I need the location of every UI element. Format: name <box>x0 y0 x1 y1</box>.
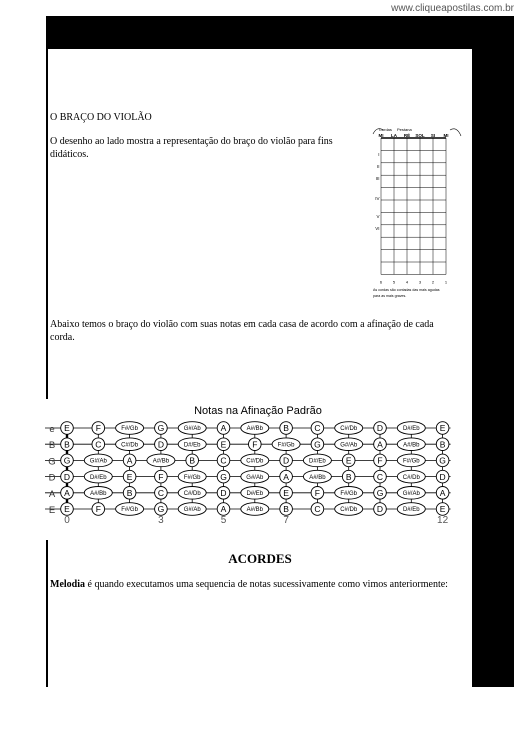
note-label: C <box>314 423 321 434</box>
note-label: F#/Gb <box>402 458 420 465</box>
note-marker <box>61 438 74 451</box>
note-label: E <box>220 439 227 450</box>
note-marker <box>178 470 206 483</box>
note-label: B <box>439 439 446 450</box>
note-label: D#/Eb <box>402 507 420 514</box>
note-label: D#/Eb <box>89 474 107 481</box>
note-label: G#/Ab <box>183 507 201 514</box>
right-black-bar <box>472 49 514 687</box>
note-label: C <box>220 455 227 466</box>
note-marker <box>303 454 331 467</box>
note-label: A#/Bb <box>90 491 107 497</box>
note-label: E <box>126 471 133 482</box>
fret-number-label: 12 <box>437 515 449 526</box>
note-marker <box>61 470 74 483</box>
note-marker <box>178 438 206 451</box>
caption-line-1: As cordas são contadas das mais agudas <box>373 288 440 292</box>
note-marker <box>241 503 269 516</box>
fret-number-label: 0 <box>64 515 70 526</box>
note-label: A <box>283 471 289 482</box>
note-label: D <box>376 423 384 434</box>
note-marker <box>84 454 112 467</box>
note-marker <box>436 422 449 435</box>
note-label: D <box>157 439 164 450</box>
note-label: B <box>189 455 196 466</box>
note-marker <box>178 503 206 516</box>
note-marker <box>311 422 324 435</box>
note-label: G <box>63 455 71 466</box>
note-marker <box>123 454 136 467</box>
note-label: D#/Eb <box>309 458 326 465</box>
caption-line-2: para as mais graves. <box>373 294 407 298</box>
note-marker <box>436 454 449 467</box>
string-number-label: 3 <box>418 279 422 285</box>
note-marker <box>374 422 387 435</box>
acordes-heading: ACORDES <box>228 551 292 566</box>
note-label: E <box>64 504 70 515</box>
fret-roman-label: I <box>378 152 380 157</box>
note-label: D#/Eb <box>183 442 201 449</box>
note-label: F#/Gb <box>340 491 358 497</box>
string-name-label: e <box>49 424 55 435</box>
note-marker <box>436 487 449 500</box>
fretboard-title: Notas na Afinação Padrão <box>194 405 322 417</box>
fretboard-intro-paragraph: Abaixo temos o braço do violão com suas notas em cada casa de acordo com a afinação de cada corda. <box>50 319 434 343</box>
note-label: B <box>64 439 70 450</box>
note-label: C <box>95 439 102 450</box>
note-label: E <box>439 504 446 515</box>
note-marker <box>241 422 269 435</box>
note-marker <box>84 487 112 500</box>
note-marker <box>303 470 331 483</box>
note-marker <box>217 503 230 516</box>
intro-paragraph: O desenho ao lado mostra a representação do braço do violão para fins didáticos. <box>50 136 333 160</box>
note-marker <box>342 470 355 483</box>
note-label: G#/Ab <box>402 491 420 497</box>
fret-roman-label: III <box>375 176 380 181</box>
string-number-label: 4 <box>405 279 409 285</box>
note-marker <box>335 487 363 500</box>
note-marker <box>335 438 363 451</box>
note-marker <box>241 470 269 483</box>
note-label: D#/Eb <box>246 491 264 497</box>
pestana-label: Pestana <box>397 127 412 132</box>
string-name-label: D <box>48 472 56 484</box>
note-label: F <box>252 439 258 450</box>
top-black-bar <box>46 16 514 49</box>
note-marker <box>61 454 74 467</box>
string-name-label: SOL <box>415 133 425 138</box>
fret-roman-label: V <box>376 214 380 219</box>
note-marker <box>217 422 230 435</box>
note-marker <box>92 422 105 435</box>
note-marker <box>116 438 144 451</box>
note-marker <box>311 503 324 516</box>
note-label: F <box>95 423 101 434</box>
note-label: F#/Gb <box>121 507 138 514</box>
note-marker <box>311 438 324 451</box>
string-name-label: E <box>48 505 56 516</box>
note-marker <box>116 422 144 435</box>
note-marker <box>397 487 425 500</box>
note-label: A <box>377 439 383 450</box>
note-label: E <box>64 423 70 434</box>
note-marker <box>335 503 363 516</box>
note-label: B <box>283 504 289 515</box>
note-label: F <box>158 471 164 482</box>
string-name-label: A <box>48 488 56 500</box>
fret-number-label: 5 <box>220 515 227 526</box>
right-curve <box>450 129 461 136</box>
note-marker <box>155 487 168 500</box>
note-label: G#/Ab <box>183 426 201 433</box>
note-marker <box>374 454 387 467</box>
note-marker <box>217 438 230 451</box>
note-label: F <box>377 455 383 466</box>
note-label: B <box>283 423 289 434</box>
note-marker <box>374 470 387 483</box>
note-marker <box>374 487 387 500</box>
note-label: D <box>283 455 290 466</box>
note-marker <box>92 438 105 451</box>
watermark: www.cliqueapostilas.com.br <box>391 3 514 14</box>
note-label: C#/Db <box>246 458 264 465</box>
cordas-label: Cordas <box>379 127 392 132</box>
fret-roman-label: VI <box>375 226 380 231</box>
note-marker <box>397 454 425 467</box>
note-label: D#/Eb <box>402 426 420 433</box>
note-label: G <box>439 455 446 466</box>
note-label: B <box>126 488 133 498</box>
string-number-label: 5 <box>392 279 396 285</box>
note-marker <box>374 438 387 451</box>
note-label: E <box>439 423 446 434</box>
note-label: G <box>220 471 227 482</box>
note-marker <box>397 438 425 451</box>
note-marker <box>241 487 269 500</box>
note-marker <box>280 470 293 483</box>
note-label: G <box>314 439 321 450</box>
string-name-label: G <box>48 456 56 468</box>
note-marker <box>123 487 136 500</box>
note-marker <box>155 422 168 435</box>
note-label: G <box>157 423 165 434</box>
note-marker <box>147 454 175 467</box>
note-label: B <box>345 471 352 482</box>
string-name-label: B <box>48 440 56 452</box>
note-label: D <box>376 504 384 515</box>
note-label: G#/Ab <box>340 442 358 449</box>
note-label: F <box>314 488 321 498</box>
note-marker <box>280 487 293 500</box>
note-marker <box>123 470 136 483</box>
note-marker <box>397 470 425 483</box>
note-marker <box>217 454 230 467</box>
note-label: A#/Bb <box>246 507 263 514</box>
note-label: A#/Bb <box>309 474 326 481</box>
note-marker <box>178 487 206 500</box>
note-label: A#/Bb <box>246 426 263 433</box>
melodia-term: Melodia <box>50 579 85 590</box>
string-name-label: LA <box>391 133 397 138</box>
note-marker <box>280 454 293 467</box>
note-marker <box>249 438 262 451</box>
note-label: C#/Db <box>121 442 139 449</box>
note-marker <box>186 454 199 467</box>
note-label: A <box>439 488 446 498</box>
note-label: F <box>95 504 101 515</box>
note-label: C <box>157 488 164 498</box>
note-marker <box>342 454 355 467</box>
note-label: A <box>220 423 227 434</box>
note-marker <box>116 503 144 516</box>
note-marker <box>436 470 449 483</box>
note-label: D <box>439 471 446 482</box>
note-label: E <box>345 455 352 466</box>
note-marker <box>280 503 293 516</box>
melodia-paragraph <box>50 579 474 590</box>
note-label: C <box>314 504 321 515</box>
note-marker <box>155 503 168 516</box>
note-label: C#/Db <box>340 507 358 514</box>
note-marker <box>311 487 324 500</box>
section-heading: O BRAÇO DO VIOLÃO <box>50 112 152 123</box>
note-label: A#/Bb <box>403 442 420 449</box>
note-marker <box>436 438 449 451</box>
string-number-label: 2 <box>431 279 435 285</box>
string-name-label: RÉ <box>403 133 411 138</box>
note-label: A <box>64 488 70 498</box>
note-label: C#/Db <box>340 426 358 433</box>
fret-roman-label: II <box>376 164 380 169</box>
fret-number-label: 7 <box>283 515 289 526</box>
note-label: C#/Db <box>183 491 201 497</box>
note-marker <box>374 503 387 516</box>
note-marker <box>61 503 74 516</box>
note-marker <box>84 470 112 483</box>
note-marker <box>217 470 230 483</box>
note-marker <box>61 487 74 500</box>
note-label: D <box>63 471 71 482</box>
note-marker <box>92 503 105 516</box>
note-label: C#/Db <box>402 474 420 481</box>
string-name-label: MI <box>443 133 449 138</box>
note-marker <box>61 422 74 435</box>
note-marker <box>241 454 269 467</box>
fret-roman-label: IV <box>375 196 380 201</box>
note-marker <box>155 438 168 451</box>
string-number-label: 1 <box>444 279 448 285</box>
note-label: A#/Bb <box>152 458 170 465</box>
note-marker <box>155 470 168 483</box>
note-label: G#/Ab <box>246 474 264 481</box>
string-number-label: 6 <box>379 279 383 285</box>
note-marker <box>272 438 300 451</box>
note-label: D <box>220 488 227 498</box>
left-border-rule <box>46 49 48 399</box>
note-marker <box>280 422 293 435</box>
note-label: C <box>376 471 384 482</box>
melodia-text: é quando executamos uma sequencia de notas sucessivamente como vimos anteriormente: <box>85 579 448 590</box>
note-label: F#/Gb <box>183 474 201 481</box>
note-marker <box>335 422 363 435</box>
note-label: G <box>376 488 384 498</box>
fret-number-label: 3 <box>158 515 164 526</box>
guitar-neck-diagram <box>367 124 463 304</box>
fretboard-notes-chart <box>45 402 472 534</box>
note-marker <box>397 503 425 516</box>
string-name-label: MI <box>378 133 384 138</box>
note-label: G#/Ab <box>89 458 107 465</box>
note-marker <box>397 422 425 435</box>
note-label: E <box>283 488 289 498</box>
note-label: G <box>157 504 165 515</box>
note-marker <box>217 487 230 500</box>
note-label: A <box>220 504 227 515</box>
note-marker <box>178 422 206 435</box>
note-label: F#/Gb <box>277 442 295 449</box>
note-label: A <box>126 455 133 466</box>
note-marker <box>436 503 449 516</box>
string-name-label: SI <box>430 133 436 138</box>
note-label: F#/Gb <box>121 426 138 433</box>
